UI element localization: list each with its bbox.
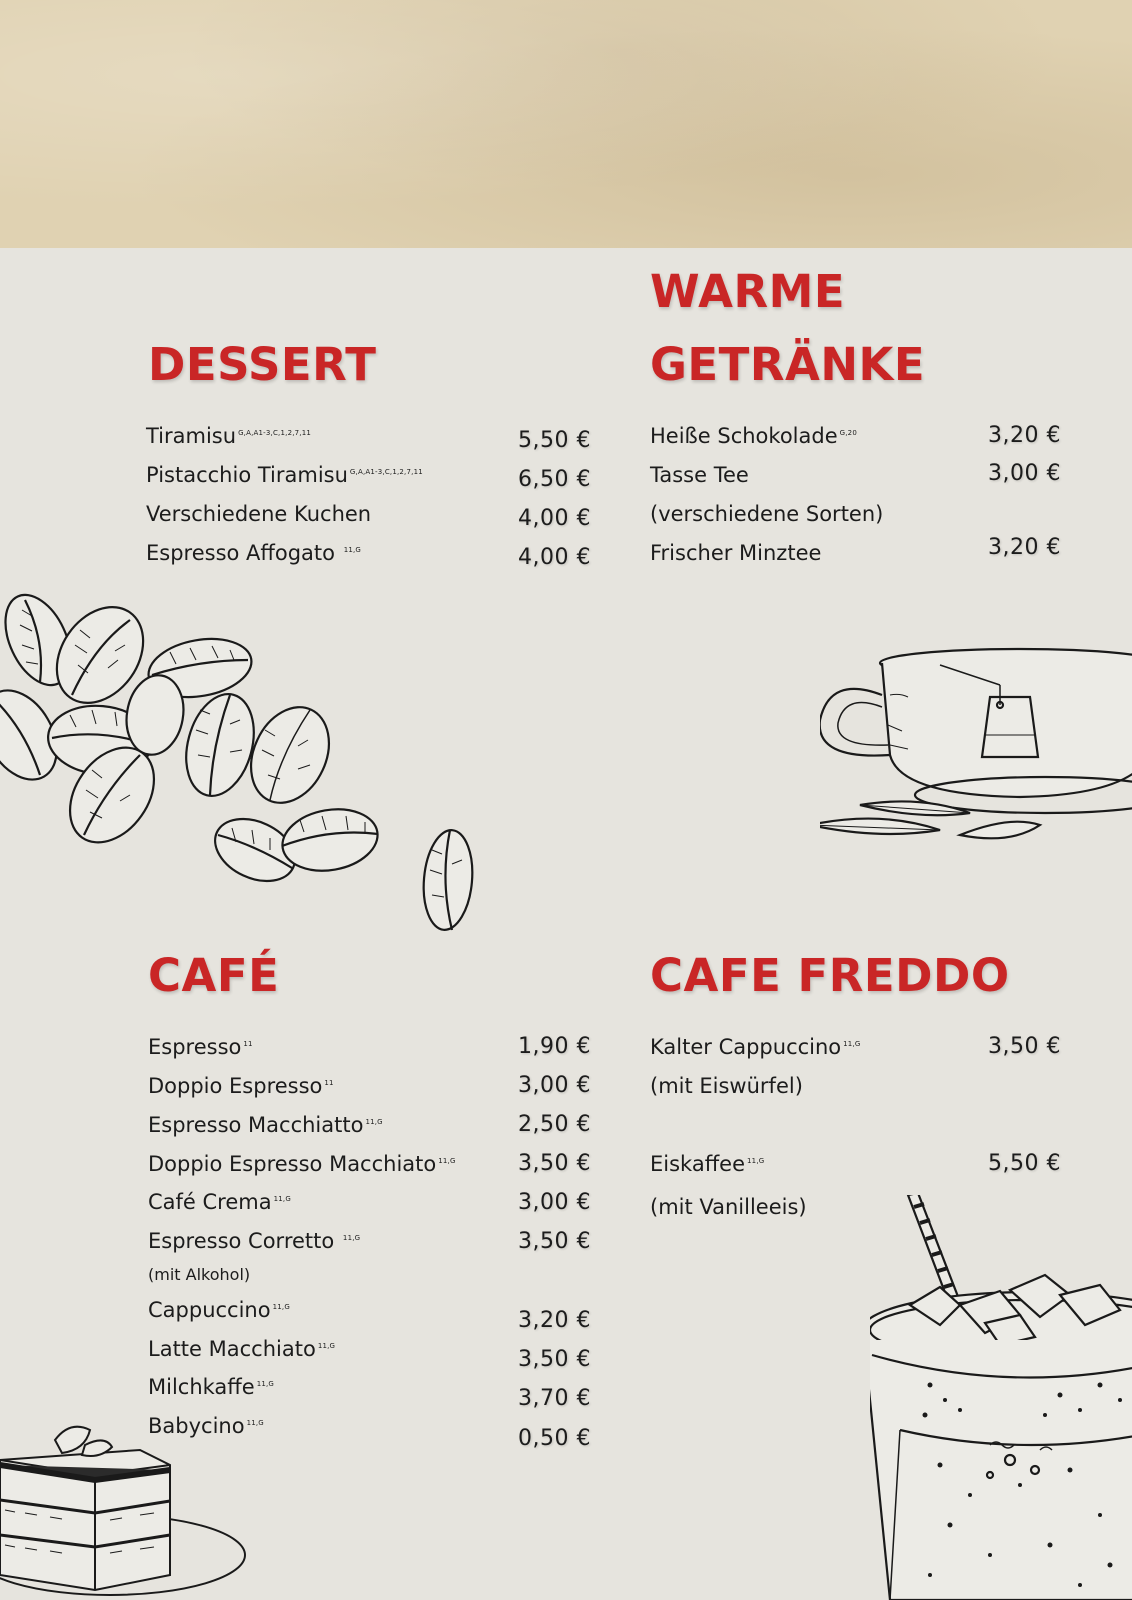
menu-item-name: Doppio Espresso Macchiato $^{11,G}$ — [148, 1152, 456, 1176]
menu-item-name: Milchkaffe $^{11,G}$ — [148, 1375, 275, 1399]
menu-item-note: (verschiedene Sorten) — [650, 502, 884, 526]
menu-item-name: Cappuccino $^{11,G}$ — [148, 1298, 290, 1322]
menu-item-price: 3,00 € — [518, 1073, 591, 1098]
menu-item-price: 0,50 € — [518, 1426, 591, 1451]
menu-item-price: 5,50 € — [988, 1151, 1061, 1176]
allergen-codes: G,A,A1-3,C,1,2,7,11 — [238, 429, 312, 437]
dessert-heading: DESSERT — [148, 338, 377, 391]
menu-item-price: 3,20 € — [988, 423, 1061, 448]
allergen-codes: 11,G — [246, 1419, 264, 1427]
menu-item-name: Tiramisu $^{G,A,A1-3,C,1,2,7,11}$ — [146, 424, 312, 448]
allergen-codes: 11,G — [843, 1040, 861, 1048]
menu-item-price: 1,90 € — [518, 1034, 591, 1059]
menu-item-name: Kalter Cappuccino $^{11,G}$ — [650, 1035, 861, 1059]
menu-item-name: Espresso Affogato $^{11,G}$ — [146, 541, 362, 565]
warme-getraenke-heading-line1: WARME — [650, 265, 846, 318]
menu-item-price: 5,50 € — [518, 428, 591, 453]
menu-item-price: 3,50 € — [518, 1229, 591, 1254]
menu-item-price: 6,50 € — [518, 467, 591, 492]
menu-item-name: Babycino $^{11,G}$ — [148, 1414, 264, 1438]
allergen-codes: 11,G — [747, 1157, 765, 1165]
coffee-beans-illustration — [0, 590, 490, 935]
menu-item-name: Latte Macchiato $^{11,G}$ — [148, 1337, 336, 1361]
menu-item-name: Heiße Schokolade $^{G,20}$ — [650, 424, 857, 448]
iced-coffee-illustration — [870, 1195, 1132, 1600]
menu-item-price: 3,50 € — [518, 1347, 591, 1372]
allergen-codes: 11 — [243, 1040, 253, 1048]
menu-item-name: Frischer Minztee — [650, 541, 822, 565]
menu-item-price: 4,00 € — [518, 506, 591, 531]
tea-cup-illustration — [820, 645, 1132, 875]
menu-item-name: Tasse Tee — [650, 463, 749, 487]
menu-item-price: 3,20 € — [518, 1308, 591, 1333]
menu-item-price: 3,50 € — [518, 1151, 591, 1176]
menu-item-price: 3,00 € — [518, 1190, 591, 1215]
allergen-codes: 11,G — [272, 1303, 290, 1311]
menu-item-price: 3,00 € — [988, 461, 1061, 486]
cafe-freddo-heading: CAFE FREDDO — [650, 949, 1010, 1002]
allergen-codes: 11,G — [342, 1234, 361, 1242]
menu-item-name: Café Crema $^{11,G}$ — [148, 1190, 291, 1214]
menu-item-price: 4,00 € — [518, 545, 591, 570]
menu-item-note: (mit Vanilleeis) — [650, 1195, 807, 1219]
menu-item-name: Espresso Macchiatto $^{11,G}$ — [148, 1113, 383, 1137]
allergen-codes: 11,G — [365, 1118, 383, 1126]
allergen-codes: 11,G — [438, 1157, 456, 1165]
menu-item-name: Eiskaffee $^{11,G}$ — [650, 1152, 765, 1176]
menu-item-note: (mit Eiswürfel) — [650, 1074, 803, 1098]
menu-item-price: 3,50 € — [988, 1034, 1061, 1059]
allergen-codes: G,A,A1-3,C,1,2,7,11 — [349, 468, 423, 476]
menu-item-price: 3,70 € — [518, 1386, 591, 1411]
menu-item-name: Pistacchio Tiramisu $^{G,A,A1-3,C,1,2,7,11}$ — [146, 463, 423, 487]
tiramisu-cake-illustration — [0, 1425, 250, 1600]
menu-item-note: (mit Alkohol) — [148, 1265, 251, 1284]
menu-item-name: Verschiedene Kuchen — [146, 502, 372, 526]
allergen-codes: 11 — [324, 1079, 334, 1087]
menu-item-price: 2,50 € — [518, 1112, 591, 1137]
allergen-codes: 11,G — [317, 1342, 336, 1350]
menu-item-price: 3,20 € — [988, 535, 1061, 560]
allergen-codes: 11,G — [256, 1380, 275, 1388]
header-texture-band — [0, 0, 1132, 248]
allergen-codes: G,20 — [839, 429, 857, 437]
allergen-codes: 11,G — [343, 546, 362, 554]
menu-item-name: Espresso Corretto $^{11,G}$ — [148, 1229, 361, 1253]
menu-item-name: Espresso $^{11}$ — [148, 1035, 253, 1059]
cafe-heading: CAFÉ — [148, 949, 280, 1002]
allergen-codes: 11,G — [273, 1195, 291, 1203]
menu-item-name: Doppio Espresso $^{11}$ — [148, 1074, 334, 1098]
warme-getraenke-heading-line2: GETRÄNKE — [650, 338, 926, 391]
